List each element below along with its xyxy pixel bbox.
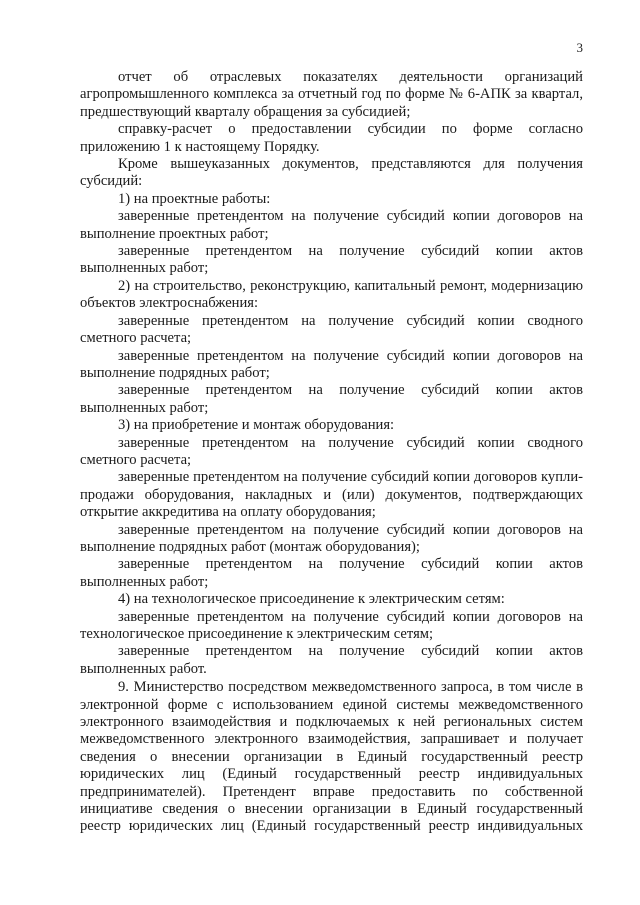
paragraph-subsidy-calculation: справку-расчет о предоставлении субсидии по форме согласно приложению 1 к настоящему Порядку.	[80, 121, 583, 155]
paragraph-equipment-estimate: заверенные претендентом на получение субсидий копии сводного сметного расчета;	[80, 434, 583, 468]
paragraph-ministry-request: 9. Министерство посредством межведомственного запроса, в том числе в электронной форме с использованием единой системы межведомственного электронного взаимодействия и подключаемых к ней региональных систем межведомственного электронного взаимодействия, запрашивает и получает сведения о внесении организации в Единый государственный реестр юридических лиц (Единый государственный реестр индивидуальных предпринимателей). Претендент вправе предоставить по собственной инициативе сведения о внесении организации в Единый государственный реестр юридических лиц (Единый государственный реестр индивидуальных	[80, 679, 583, 835]
page-number: 3	[576, 40, 583, 55]
paragraph-equipment-acts: заверенные претендентом на получение субсидий копии актов выполненных работ;	[80, 556, 583, 590]
paragraph-grid-contracts: заверенные претендентом на получение субсидий копии договоров на технологическое присоединение к электрическим сетям;	[80, 608, 583, 642]
paragraph-report-6apk: отчет об отраслевых показателях деятельности организаций агропромышленного комплекса за отчетный год по форме № 6-АПК за квартал, предшествующий кварталу обращения за субсидией;	[80, 69, 583, 120]
paragraph-construction-contracts: заверенные претендентом на получение субсидий копии договоров на выполнение подрядных работ;	[80, 347, 583, 381]
document-body	[80, 69, 583, 836]
paragraph-construction-acts: заверенные претендентом на получение субсидий копии актов выполненных работ;	[80, 382, 583, 416]
paragraph-equipment-purchase: заверенные претендентом на получение субсидий копии договоров купли-продажи оборудования, накладных и (или) документов, подтверждающих открытие аккредитива на оплату оборудования;	[80, 469, 583, 521]
paragraph-additional-documents: Кроме вышеуказанных документов, представляются для получения субсидий:	[80, 156, 583, 190]
paragraph-design-contracts: заверенные претендентом на получение субсидий копии договоров на выполнение проектных работ;	[80, 208, 583, 242]
list-item-equipment: 3) на приобретение и монтаж оборудования:	[118, 417, 395, 434]
list-item-grid-connection: 4) на технологическое присоединение к электрическим сетям:	[118, 591, 505, 608]
list-item-construction: 2) на строительство, реконструкцию, капитальный ремонт, модернизацию объектов электроснабжения:	[80, 277, 583, 312]
paragraph-grid-acts: заверенные претендентом на получение субсидий копии актов выполненных работ.	[80, 643, 583, 677]
list-item-design-works: 1) на проектные работы:	[118, 190, 271, 207]
paragraph-equipment-installation: заверенные претендентом на получение субсидий копии договоров на выполнение подрядных работ (монтаж оборудования);	[80, 521, 583, 555]
paragraph-construction-estimate: заверенные претендентом на получение субсидий копии сводного сметного расчета;	[80, 312, 583, 347]
paragraph-design-acts: заверенные претендентом на получение субсидий копии актов выполненных работ;	[80, 243, 583, 277]
